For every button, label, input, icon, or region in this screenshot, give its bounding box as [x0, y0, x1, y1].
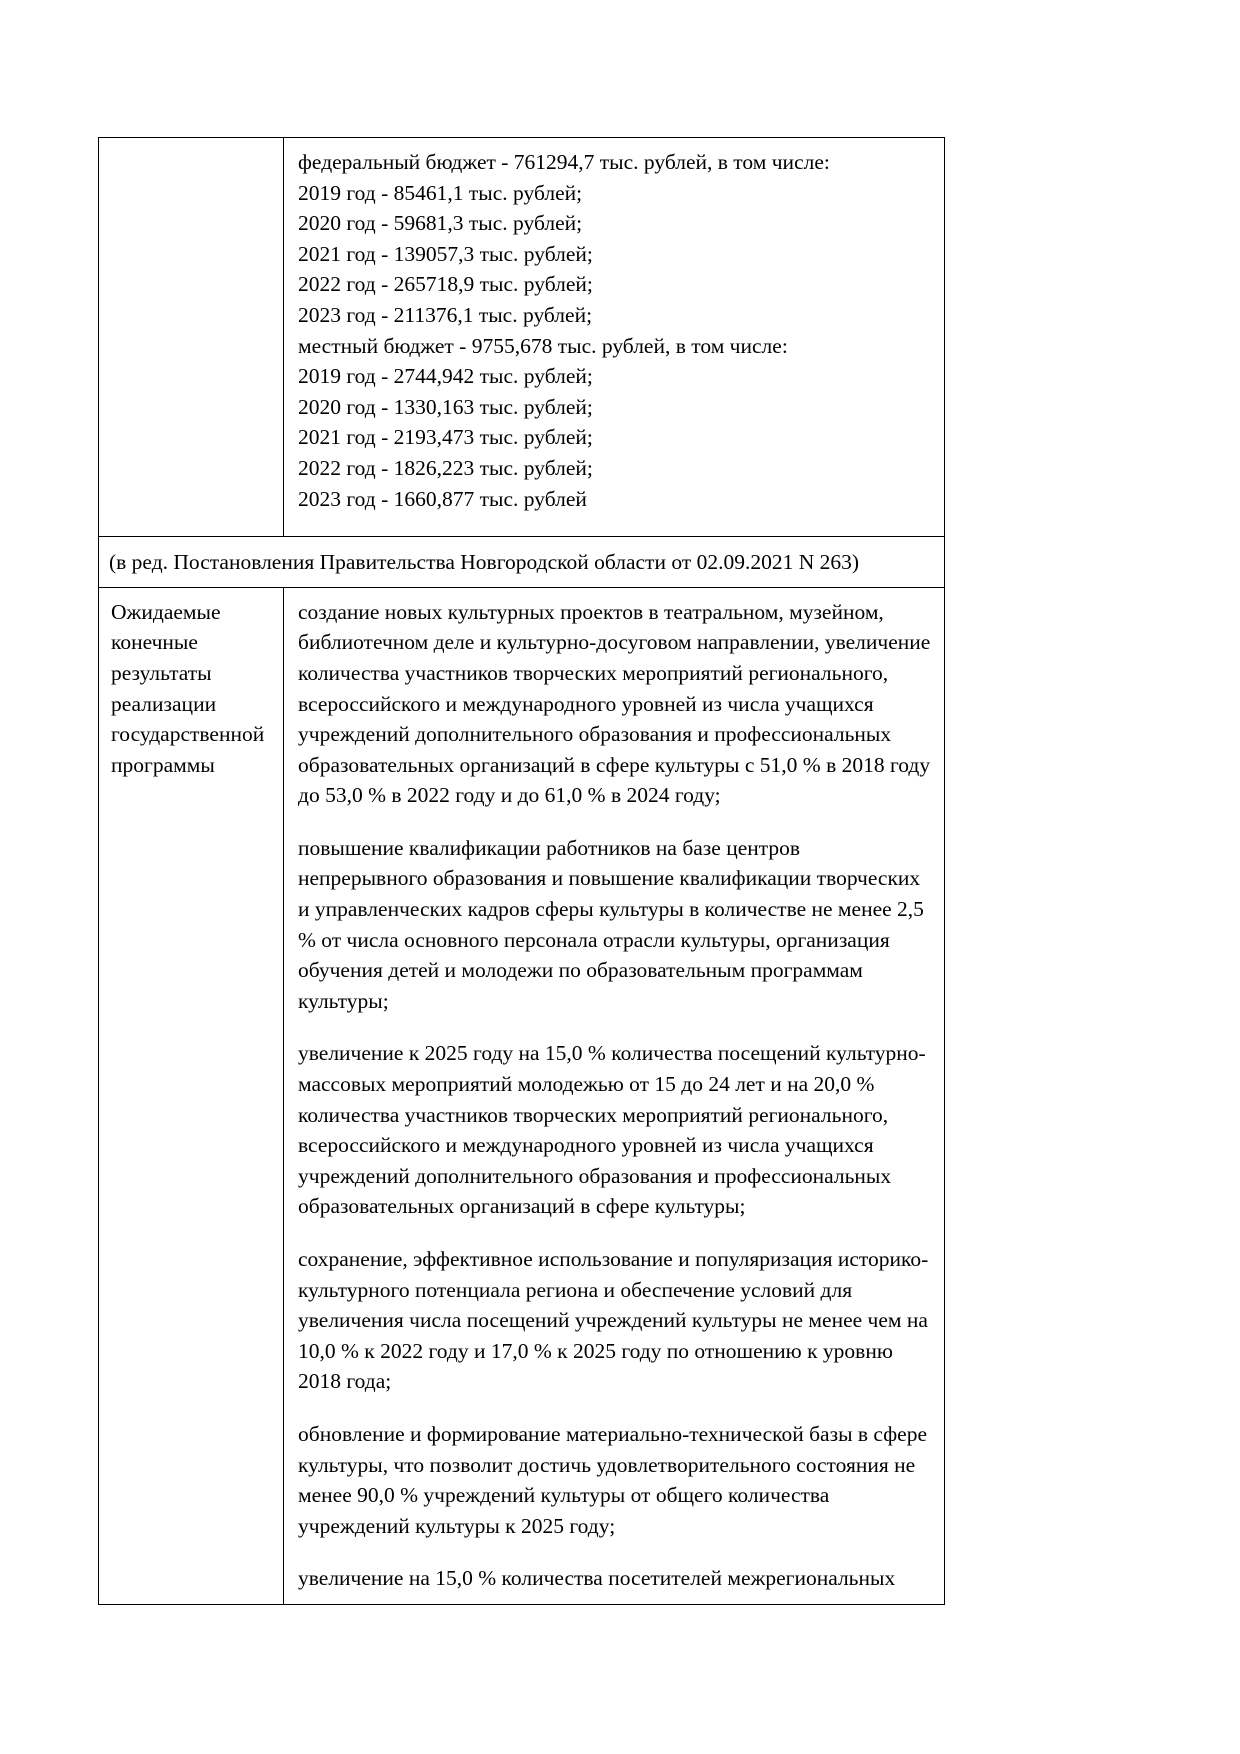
expected-results-label-cell — [99, 587, 284, 1604]
label-line: государственной — [111, 722, 265, 747]
result-paragraph: создание новых культурных проектов в театральном, музейном, библиотечном деле и культурно-досуговом направлении, увеличение количества участников творческих мероприятий регионального, всероссийского и международного уровней из числа учащихся учреждений дополнительного образования и профессиональных образовательных организаций в сфере культуры с 51,0 % в 2018 году до 53,0 % в 2022 году и до 61,0 % в 2024 году; — [298, 599, 931, 808]
amendment-note-text: (в ред. Постановления Правительства Новгородской области от 02.09.2021 N 263) — [109, 550, 860, 575]
label-line: реализации — [111, 691, 217, 716]
budget-line: 2021 год - 139057,3 тыс. рублей; — [298, 241, 593, 266]
budget-line: 2019 год - 85461,1 тыс. рублей; — [298, 180, 583, 205]
budget-label-cell — [99, 138, 284, 537]
budget-line: федеральный бюджет - 761294,7 тыс. рублей, в том числе: — [298, 150, 830, 174]
amendment-note-cell — [99, 537, 945, 588]
budget-line: 2020 год - 1330,163 тыс. рублей; — [298, 394, 593, 419]
result-paragraph: увеличение к 2025 году на 15,0 % количества посещений культурно-массовых мероприятий молодежью от 15 до 24 лет и на 20,0 % количества участников творческих мероприятий регионального, всероссийского и международного уровней из числа учащихся учреждений дополнительного образования и профессиональных образовательных организаций в сфере культуры; — [298, 1041, 926, 1219]
budget-line: 2023 год - 211376,1 тыс. рублей; — [298, 302, 593, 327]
budget-line: 2020 год - 59681,3 тыс. рублей; — [298, 211, 583, 236]
budget-line: местный бюджет - 9755,678 тыс. рублей, в том числе: — [298, 333, 788, 358]
label-line: Ожидаемые — [111, 599, 221, 624]
budget-line: 2019 год - 2744,942 тыс. рублей; — [298, 364, 593, 389]
program-parameters-table — [98, 137, 945, 1605]
table-row-budget — [99, 138, 945, 537]
budget-line: 2021 год - 2193,473 тыс. рублей; — [298, 425, 593, 450]
result-paragraph: повышение квалификации работников на базе центров непрерывного образования и повышение квалификации творческих и управленческих кадров сферы культуры в количестве не менее 2,5 % от числа основного персонала отрасли культуры, организация обучения детей и молодежи по образовательным программам культуры; — [298, 835, 924, 1013]
result-paragraph: увеличение на 15,0 % количества посетителей межрегиональных — [298, 1566, 896, 1591]
result-paragraph: сохранение, эффективное использование и популяризация историко-культурного потенциала региона и обеспечение условий для увеличения числа посещений учреждений культуры не менее чем на 10,0 % к 2022 году и 17,0 % к 2025 году по отношению к уровню 2018 года; — [298, 1247, 929, 1394]
label-line: конечные — [111, 630, 198, 655]
label-line: программы — [111, 752, 215, 777]
budget-body-cell — [284, 138, 945, 537]
table-row-amendment-note — [99, 537, 945, 588]
budget-line: 2022 год - 265718,9 тыс. рублей; — [298, 272, 593, 297]
budget-line: 2023 год - 1660,877 тыс. рублей — [298, 486, 587, 511]
table-row-expected-results — [99, 587, 945, 1604]
label-line: результаты — [111, 660, 212, 685]
expected-results-body-cell — [284, 587, 945, 1604]
cell-spacer — [298, 514, 932, 526]
budget-line: 2022 год - 1826,223 тыс. рублей; — [298, 455, 593, 480]
result-paragraph: обновление и формирование материально-технической базы в сфере культуры, что позволит достичь удовлетворительного состояния не менее 90,0 % учреждений культуры от общего количества учреждений культуры к 2025 году; — [298, 1421, 928, 1538]
